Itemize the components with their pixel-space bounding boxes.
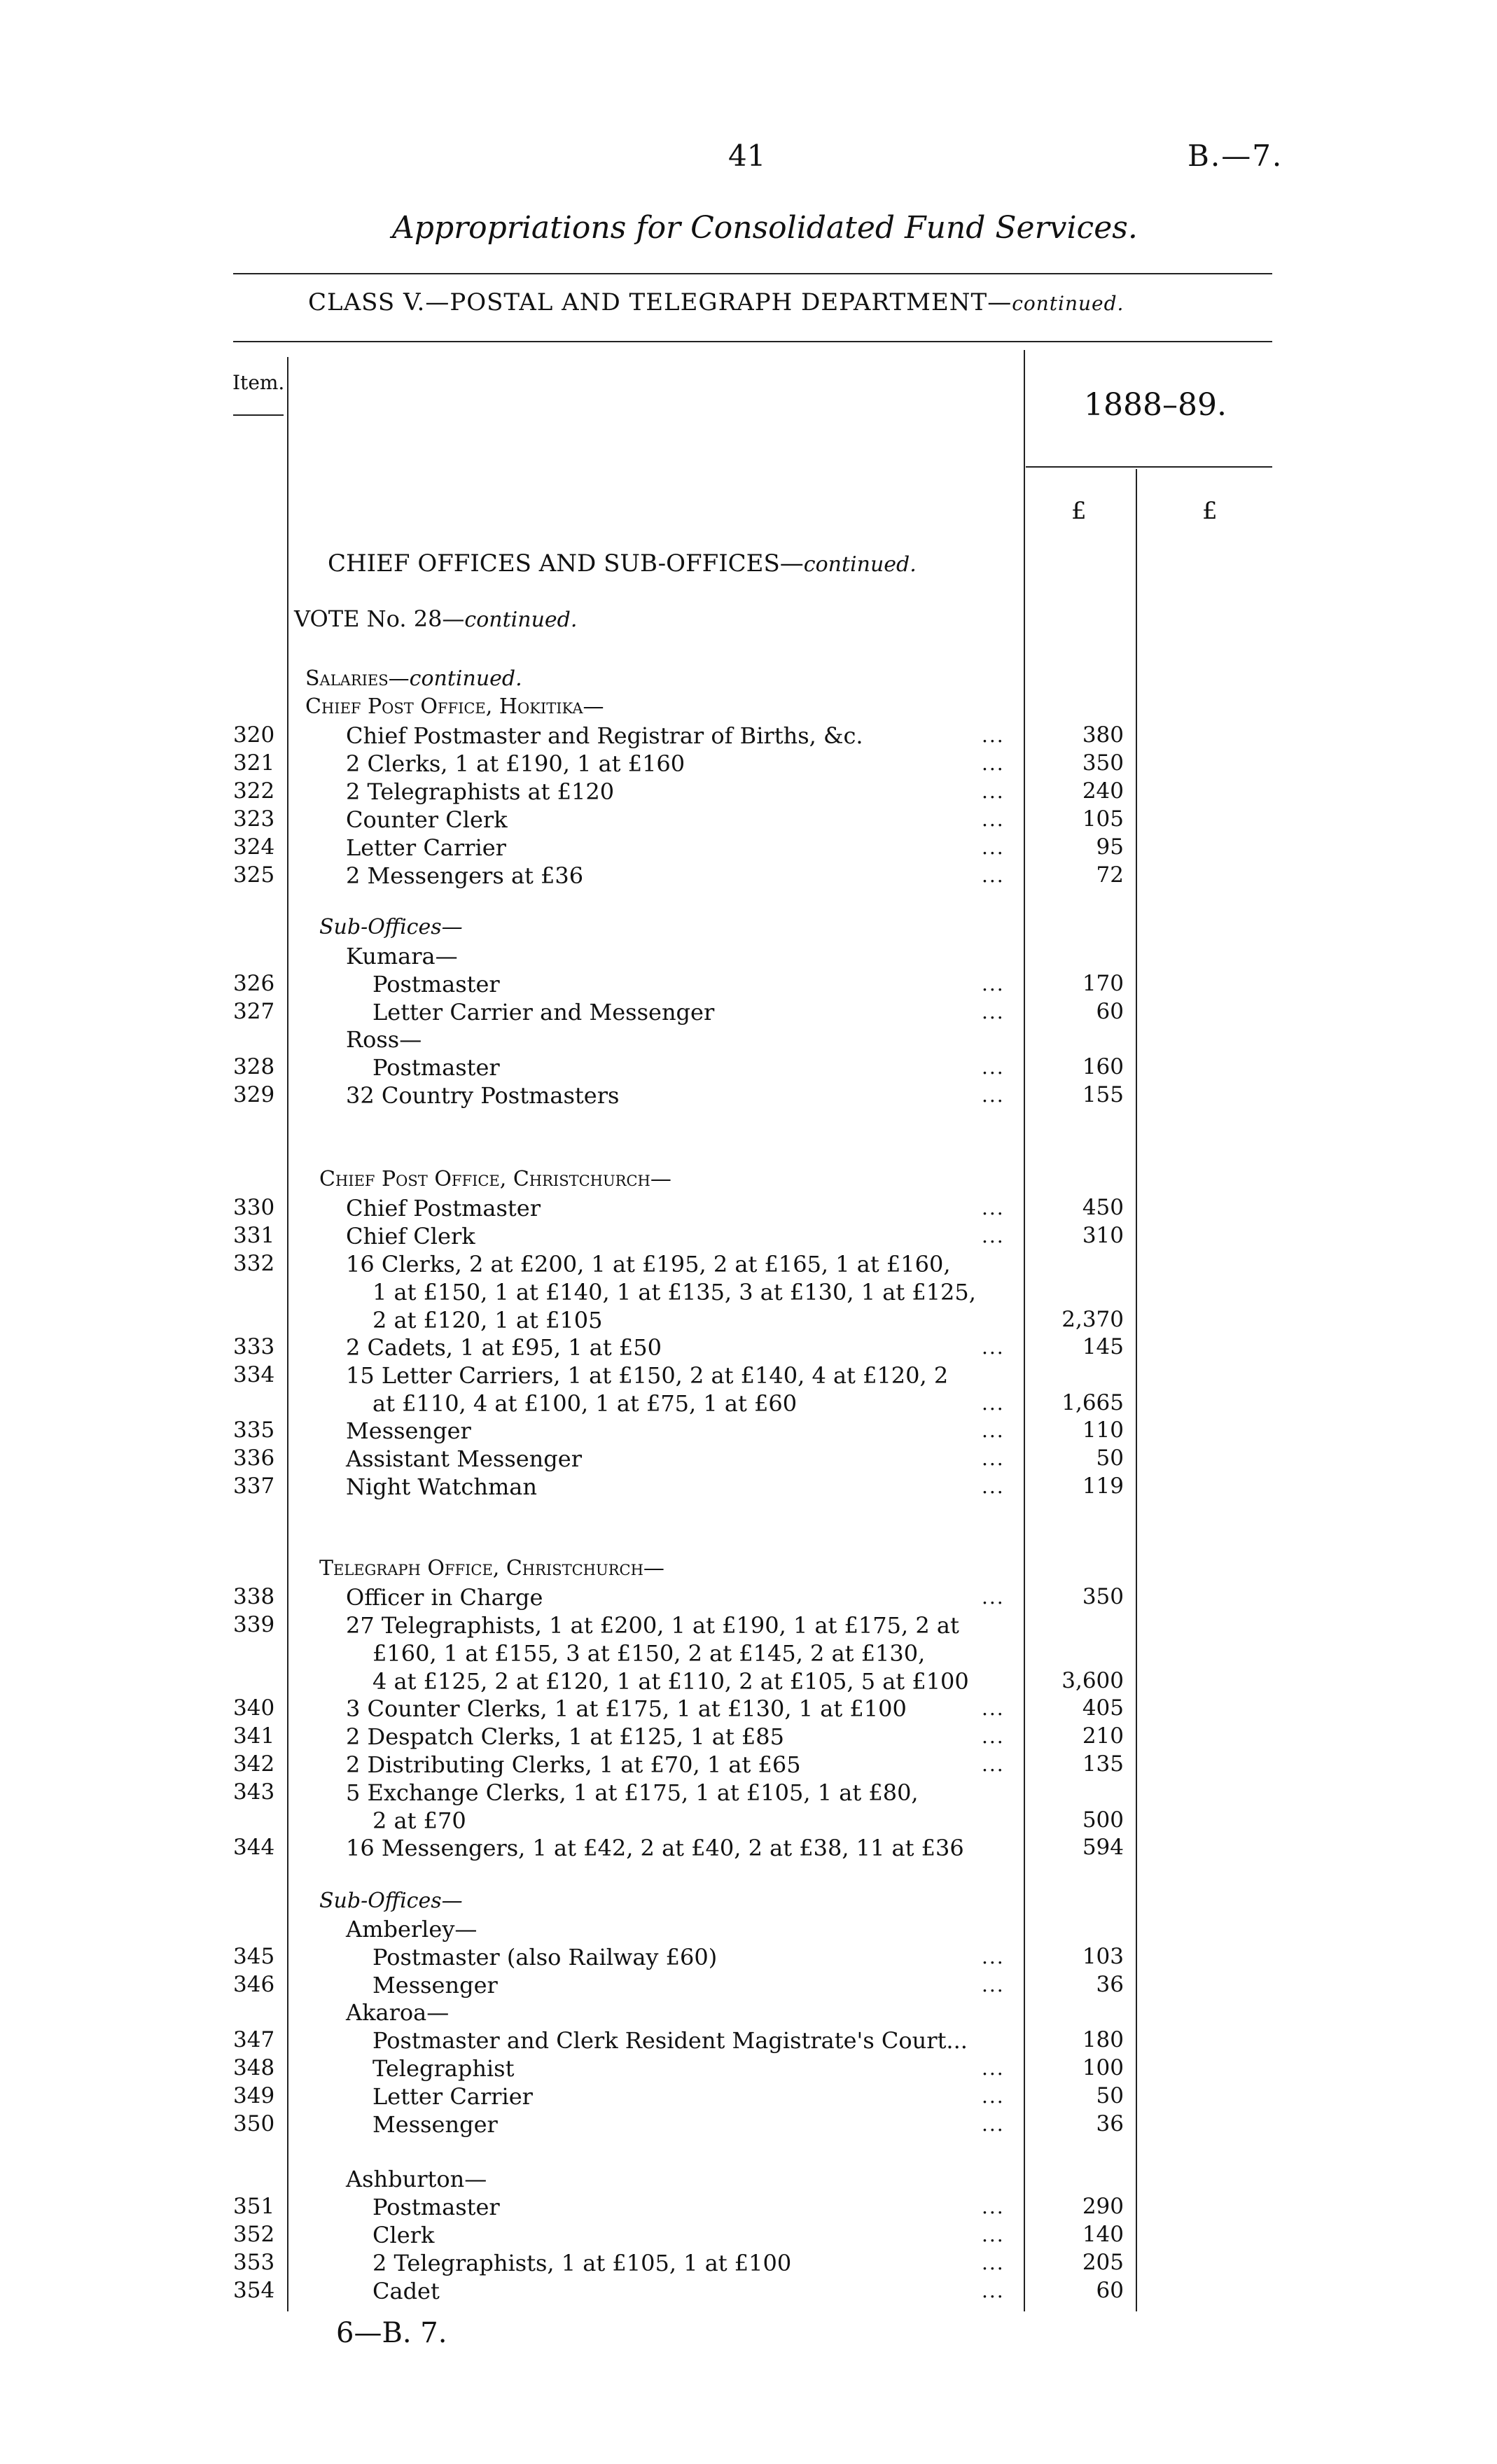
item-description: 5 Exchange Clerks, 1 at £175, 1 at £105, 1 at £80, [346,1779,919,1806]
item-number: 346 [233,1972,275,1997]
item-amount: 145 [1082,1334,1124,1359]
item-description: Postmaster [372,971,500,997]
item-number: 323 [233,806,275,832]
item-description: 32 Country Postmasters [346,1082,620,1109]
item-number: 345 [233,1944,275,1969]
item-description: Officer in Charge [346,1584,543,1611]
item-number: 330 [233,1195,275,1220]
item-description: at £110, 4 at £100, 1 at £75, 1 at £60 [372,1390,798,1417]
heading-telegraph-office: Telegraph Office, Christchurch— [319,1556,664,1581]
leader-dots: ... [982,2057,1005,2080]
item-description: Postmaster and Clerk Resident Magistrate's Court... [372,2027,968,2054]
item-number: 342 [233,1751,275,1777]
heading-sub-offices-2: Sub-Offices— [319,1889,463,1913]
item-number: 348 [233,2055,275,2080]
item-description: Chief Clerk [346,1223,475,1250]
item-description: Telegraphist [372,2055,515,2082]
item-description: Messenger [372,1972,498,1998]
item-amount: 350 [1082,1584,1124,1609]
item-number: 354 [233,2278,275,2303]
item-amount: 160 [1082,1054,1124,1079]
item-description: Chief Postmaster and Registrar of Births, &c. [346,722,863,749]
leader-dots: ... [982,2113,1005,2136]
item-number: 344 [233,1835,275,1860]
item-amount: 380 [1082,722,1124,748]
item-description: 2 at £120, 1 at £105 [372,1307,603,1334]
item-number: 352 [233,2222,275,2247]
item-amount: 3,600 [1061,1668,1124,1693]
item-amount: 350 [1082,750,1124,776]
leader-dots: ... [982,2195,1005,2218]
item-number: 333 [233,1334,275,1359]
leader-dots: ... [982,2085,1005,2108]
item-number: 325 [233,862,275,888]
item-description: £160, 1 at £155, 3 at £150, 2 at £145, 2 at £130, [372,1640,926,1667]
heading-ashburton: Ashburton— [346,2166,487,2192]
leader-dots: ... [982,1973,1005,1996]
year-underline [1026,466,1272,468]
item-amount: 36 [1096,1972,1124,1997]
leader-dots: ... [982,836,1005,859]
item-number: 337 [233,1474,275,1499]
item-number: 327 [233,999,275,1024]
footer-reference: 6—B. 7. [336,2317,447,2349]
page-title: Appropriations for Consolidated Fund Services. [392,210,1138,246]
item-description: 3 Counter Clerks, 1 at £175, 1 at £130, 1 at £100 [346,1695,907,1722]
item-amount: 135 [1082,1751,1124,1777]
item-amount: 2,370 [1061,1307,1124,1332]
item-amount: 36 [1096,2111,1124,2136]
leader-dots: ... [982,1725,1005,1748]
leader-dots: ... [982,864,1005,887]
item-number: 353 [233,2250,275,2275]
item-number: 321 [233,750,275,776]
heading-hokitika: Chief Post Office, Hokitika— [305,694,604,719]
item-number: 341 [233,1723,275,1749]
item-description: 2 Distributing Clerks, 1 at £70, 1 at £65 [346,1751,801,1778]
pound-column-b: £ [1202,497,1218,525]
item-amount: 103 [1082,1944,1124,1969]
item-description: Postmaster [372,2194,500,2220]
item-column-header: Item. [232,371,285,394]
item-number: 349 [233,2083,275,2108]
item-description: Letter Carrier and Messenger [372,999,715,1026]
item-description: Counter Clerk [346,806,508,833]
item-amount: 105 [1082,806,1124,832]
item-number: 322 [233,778,275,804]
item-amount: 95 [1096,834,1124,860]
item-column-divider [287,357,288,2311]
leader-dots: ... [982,1000,1005,1023]
leader-dots: ... [982,1753,1005,1776]
item-number: 331 [233,1223,275,1248]
leader-dots: ... [982,2223,1005,2246]
item-amount: 60 [1096,2278,1124,2303]
item-number: 350 [233,2111,275,2136]
item-number: 338 [233,1584,275,1609]
item-number: 332 [233,1251,275,1276]
item-description: 2 Clerks, 1 at £190, 1 at £160 [346,750,685,777]
item-amount: 72 [1096,862,1124,888]
item-number: 329 [233,1082,275,1107]
item-amount: 170 [1082,971,1124,996]
item-number: 326 [233,971,275,996]
leader-dots: ... [982,808,1005,831]
item-description: 2 Despatch Clerks, 1 at £125, 1 at £85 [346,1723,784,1750]
item-number: 339 [233,1612,275,1637]
leader-dots: ... [982,2251,1005,2274]
item-amount: 240 [1082,778,1124,804]
item-amount: 50 [1096,1446,1124,1471]
leader-dots: ... [982,1196,1005,1219]
item-description: Cadet [372,2278,440,2304]
item-amount: 310 [1082,1223,1124,1248]
heading-sub-offices-1: Sub-Offices— [319,915,463,939]
heading-kumara: Kumara— [346,943,458,969]
item-description: Night Watchman [346,1474,537,1500]
item-amount: 60 [1096,999,1124,1024]
item-number: 340 [233,1695,275,1721]
heading-akaroa: Akaroa— [346,1999,450,2026]
page-number: 41 [728,139,766,173]
item-amount: 450 [1082,1195,1124,1220]
item-description: 15 Letter Carriers, 1 at £150, 2 at £140, 4 at £120, 2 [346,1362,949,1389]
leader-dots: ... [982,724,1005,747]
item-description: Chief Postmaster [346,1195,541,1222]
item-description: Messenger [346,1418,471,1444]
item-number: 320 [233,722,275,748]
heading-ross: Ross— [346,1026,422,1053]
item-description: Letter Carrier [372,2083,533,2110]
item-amount: 594 [1082,1835,1124,1860]
item-description: 2 Telegraphists at £120 [346,778,615,805]
item-description: 1 at £150, 1 at £140, 1 at £135, 3 at £130, 1 at £125, [372,1279,976,1306]
year-column-header: 1888–89. [1084,387,1227,423]
item-amount: 290 [1082,2194,1124,2219]
item-description: 27 Telegraphists, 1 at £200, 1 at £190, 1 at £175, 2 at [346,1612,959,1639]
leader-dots: ... [982,1084,1005,1107]
leader-dots: ... [982,972,1005,995]
leader-dots: ... [982,1056,1005,1079]
item-number: 324 [233,834,275,860]
item-header-underline [233,414,284,416]
item-number: 351 [233,2194,275,2219]
item-number: 335 [233,1418,275,1443]
item-description: Assistant Messenger [346,1446,582,1472]
item-description: Clerk [372,2222,435,2248]
leader-dots: ... [982,1475,1005,1498]
item-amount: 405 [1082,1695,1124,1721]
item-amount: 119 [1082,1474,1124,1499]
leader-dots: ... [982,1392,1005,1415]
item-number: 328 [233,1054,275,1079]
item-amount: 155 [1082,1082,1124,1107]
item-number: 334 [233,1362,275,1387]
item-amount: 50 [1096,2083,1124,2108]
item-description: Postmaster (also Railway £60) [372,1944,718,1970]
item-amount: 1,665 [1061,1390,1124,1415]
salaries-heading: Salaries—continued. [305,666,522,691]
item-description: 2 at £70 [372,1807,466,1834]
item-number: 347 [233,2027,275,2052]
leader-dots: ... [982,2279,1005,2302]
item-description: Messenger [372,2111,498,2138]
leader-dots: ... [982,780,1005,803]
top-rule [233,273,1272,274]
document-reference: B.—7. [1188,139,1283,173]
pound-column-a: £ [1071,497,1087,525]
item-description: Postmaster [372,1054,500,1081]
section-title: CHIEF OFFICES AND SUB-OFFICES—continued. [328,550,917,578]
leader-dots: ... [982,1447,1005,1470]
item-number: 343 [233,1779,275,1805]
item-description: 2 Cadets, 1 at £95, 1 at £50 [346,1334,662,1361]
heading-christchurch: Chief Post Office, Christchurch— [319,1167,671,1191]
leader-dots: ... [982,1224,1005,1247]
item-description: 16 Messengers, 1 at £42, 2 at £40, 2 at £38, 11 at £36 [346,1835,964,1861]
heading-amberley: Amberley— [346,1916,478,1942]
leader-dots: ... [982,1945,1005,1968]
item-amount: 140 [1082,2222,1124,2247]
item-number: 336 [233,1446,275,1471]
item-amount: 180 [1082,2027,1124,2052]
leader-dots: ... [982,1586,1005,1609]
item-amount: 110 [1082,1418,1124,1443]
item-description: 16 Clerks, 2 at £200, 1 at £195, 2 at £165, 1 at £160, [346,1251,951,1278]
item-amount: 210 [1082,1723,1124,1749]
item-amount: 205 [1082,2250,1124,2275]
header-rule [233,341,1272,342]
leader-dots: ... [982,752,1005,775]
item-amount: 100 [1082,2055,1124,2080]
leader-dots: ... [982,1336,1005,1359]
vote-heading: VOTE No. 28—continued. [294,606,578,632]
item-description: Letter Carrier [346,834,506,861]
leader-dots: ... [982,1419,1005,1442]
item-description: 2 Telegraphists, 1 at £105, 1 at £100 [372,2250,792,2276]
leader-dots: ... [982,1697,1005,1720]
item-description: 2 Messengers at £36 [346,862,584,889]
class-heading: CLASS V.—POSTAL AND TELEGRAPH DEPARTMENT—continued. [308,288,1125,316]
item-amount: 500 [1082,1807,1124,1833]
amount-subcolumn-divider [1136,469,1137,2311]
item-description: 4 at £125, 2 at £120, 1 at £110, 2 at £105, 5 at £100 [372,1668,969,1695]
